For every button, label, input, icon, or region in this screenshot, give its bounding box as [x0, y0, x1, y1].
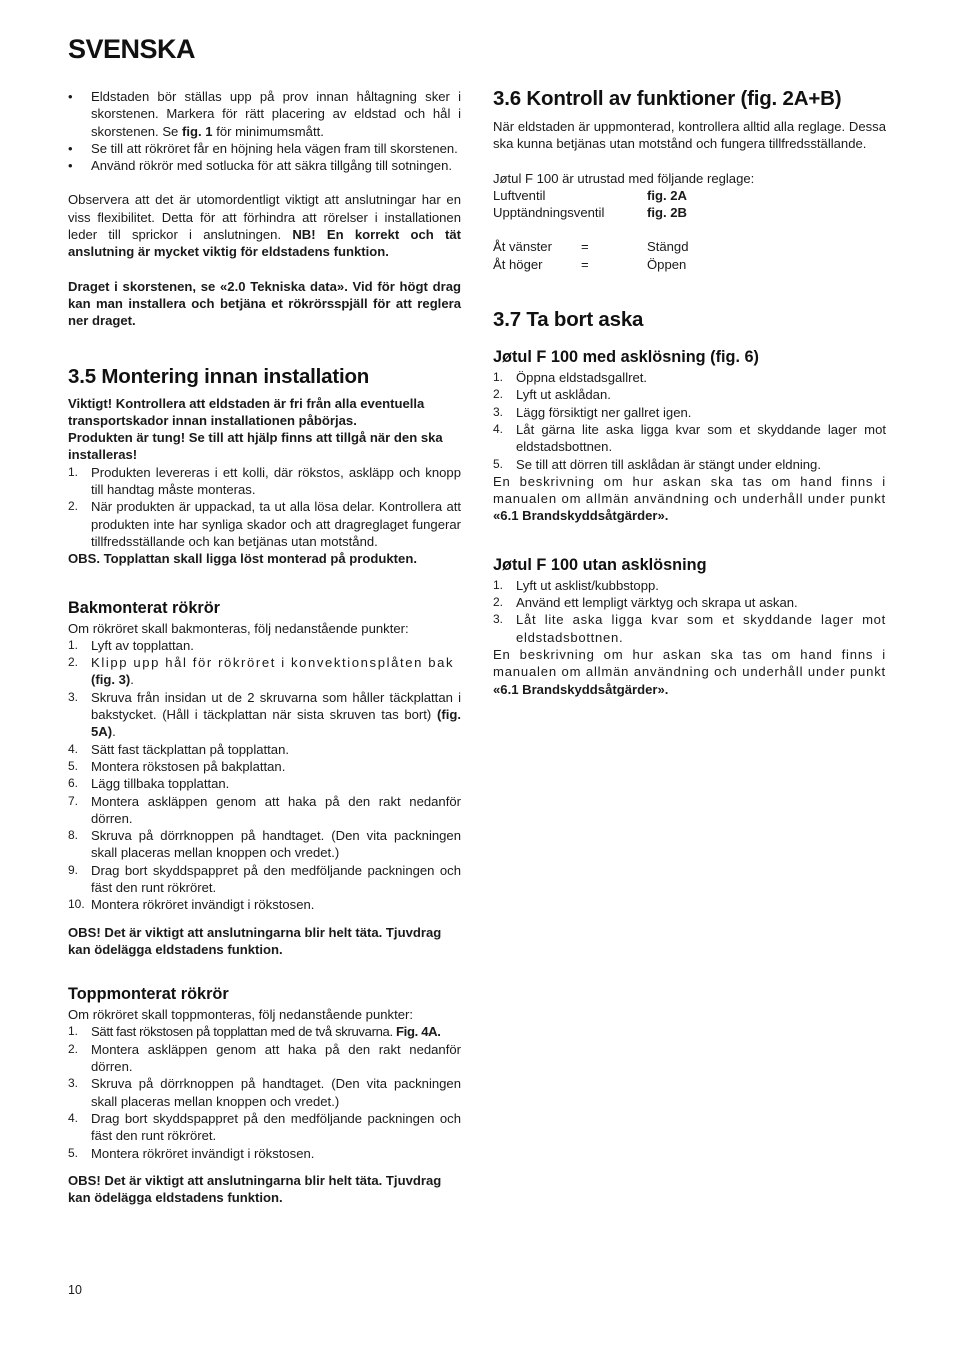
med-asklosning-list [493, 369, 886, 473]
flex-paragraph: Observera att det är utomordentligt viktigt att anslutningar har en viss flexibilitet. Detta för att förhindra att rörelser i installationen leder till sprickor i anslutningen. NB! En korrekt och tät anslutning är mycket viktig för eldstadens funktion. [68, 192, 461, 260]
section-3-5-heading: 3.5 Montering innan installation [68, 364, 370, 388]
draft-paragraph: Draget i skorstenen, se «2.0 Tekniska data». Vid för högt drag kan man installera och betjäna et rökrörsspjäll för att reglera ner draget. [68, 278, 461, 329]
list-item: 1. Öppna eldstadsgallret. [493, 370, 648, 386]
list-item: 1. Produkten levereras i ett kolli, där rökstos, askläpp och knopp till handtag måste monteras. [68, 464, 461, 498]
list-item: 5. Montera rökstosen på bakplattan. [68, 758, 286, 774]
section-3-5-list [68, 464, 461, 550]
bakmonterat-obs: OBS! Det är viktigt att anslutningarna blir helt täta. Tjuvdrag kan ödelägga eldstadens funktion. [68, 924, 442, 957]
list-item: • Använd rökrör med sotlucka för att säkra tillgång till sotningen. [68, 158, 452, 174]
controls-intro: Jøtul F 100 är utrustad med följande reglage: [493, 170, 755, 186]
list-item: 4. Drag bort skyddspappret på den medföljande packningen och fäst den runt rökröret. [68, 1110, 461, 1144]
bullet-marker: • [68, 158, 73, 174]
toppmonterat-list [68, 1023, 461, 1161]
utan-asklosning-desc: En beskrivning om hur askan ska tas om hand finns i manualen om allmän användning och underhåll under punkt «6.1 Brandskyddsåtgärder». [493, 646, 886, 697]
list-item: 7. Montera askläppen genom att haka på den rakt nedanför dörren. [68, 793, 461, 826]
med-asklosning-desc: En beskrivning om hur askan ska tas om hand finns i manualen om allmän användning och underhåll under punkt «6.1 Brandskyddsåtgärder». [493, 473, 886, 524]
toppmonterat-intro: Om rökröret skall toppmonteras, följ nedanstående punkter: [68, 1007, 413, 1023]
page-header: SVENSKA [68, 34, 196, 64]
obs-topplatta: OBS. Topplattan skall ligga löst monterad på produkten. [68, 551, 417, 567]
list-item: 5. Montera rökröret invändigt i rökstosen. [68, 1145, 315, 1161]
list-item: 3. Skruva på dörrknoppen på handtaget. (Den vita packningen skall placeras mellan knoppen och vredet.) [68, 1076, 461, 1109]
list-item: 1. Lyft av topplattan. [68, 637, 194, 653]
section-3-6-paragraph: När eldstaden är uppmonterad, kontrollera alltid alla reglage. Dessa ska kunna betjänas utan motstånd och fungera tillfredsställande. [493, 119, 886, 152]
page-number: 10 [68, 1283, 82, 1297]
bakmonterat-intro: Om rökröret skall bakmonteras, följ nedanstående punkter: [68, 620, 409, 636]
left-column [68, 88, 461, 1206]
list-item: 3. Låt lite aska ligga kvar som et skyddande lager mot eldstadsbottnen. [493, 612, 886, 645]
utan-asklosning-heading: Jøtul F 100 utan asklösning [493, 555, 707, 574]
warning-transport: Viktigt! Kontrollera att eldstaden är fri från alla eventuella transportskador innan installationen påbörjas. [68, 395, 425, 428]
warning-heavy: Produkten är tung! Se till att hjälp finns att tillgå när den ska installeras! [68, 430, 443, 463]
list-item: 3. Lägg försiktigt ner gallret igen. [493, 404, 692, 420]
toppmonterat-obs: OBS! Det är viktigt att anslutningarna blir helt täta. Tjuvdrag kan ödelägga eldstadens funktion. [68, 1172, 442, 1206]
list-item: 3. Skruva från insidan ut de 2 skruvarna som håller täckplattan i bakstycket. (Håll i täckplattan när sista skruven tas bort) (fig. 5A). [68, 689, 461, 740]
controls-table: Luftventil fig. 2A Upptändningsventil fig. 2B [493, 187, 688, 221]
section-3-7-heading: 3.7 Ta bort aska [493, 308, 644, 332]
list-item: 2. Lyft ut asklådan. [493, 387, 611, 403]
toppmonterat-heading: Toppmonterat rökrör [68, 985, 229, 1004]
intro-bullet-list [68, 88, 461, 174]
utan-asklosning-list [493, 577, 886, 646]
list-item: 1. Lyft ut asklist/kubbstopp. [493, 577, 659, 593]
list-item: • Se till att rökröret får en höjning hela vägen fram till skorstenen. [68, 140, 458, 156]
bullet-marker: • [68, 140, 73, 156]
direction-table: Åt vänster = Stängd Åt höger = Öppen [493, 239, 689, 272]
list-item: 9. Drag bort skyddspappret på den medföljande packningen och fäst den runt rökröret. [68, 862, 461, 895]
list-item: 2. Klipp upp hål för rökröret i konvektionsplåten bak (fig. 3). [68, 655, 455, 688]
med-asklosning-heading: Jøtul F 100 med asklösning (fig. 6) [493, 348, 759, 367]
bakmonterat-list [68, 637, 461, 914]
bullet-marker: • [68, 89, 73, 104]
list-item: • Eldstaden bör ställas upp på prov innan håltagning sker i skorstenen. Markera för rätt placering av eldstad och hål i skorstenen. Se fig. 1 för minimumsmått. [68, 89, 461, 139]
list-item: 2. Använd ett lempligt värktyg och skrapa ut askan. [493, 595, 798, 611]
list-item: 2. När produkten är uppackad, ta ut alla lösa delar. Kontrollera att produkten inte har synliga skador och att dragreglaget fungerar tillfredsställande och kan betjänas utan motstånd. [68, 499, 461, 549]
list-item: 1. Sätt fast rökstosen på topplattan med de två skruvarna. Fig. 4A. [68, 1024, 441, 1040]
list-item: 8. Skruva på dörrknoppen på handtaget. (Den vita packningen skall placeras mellan knoppen och vredet.) [68, 828, 461, 861]
list-item: 5. Se till att dörren till asklådan är stängt under eldning. [493, 456, 821, 472]
list-item: 2. Montera askläppen genom att haka på den rakt nedanför dörren. [68, 1041, 461, 1075]
list-item: 6. Lägg tillbaka topplattan. [68, 776, 230, 792]
section-3-6-heading: 3.6 Kontroll av funktioner (fig. 2A+B) [493, 87, 842, 110]
list-item: 4. Låt gärna lite aska ligga kvar som et skyddande lager mot eldstadsbottnen. [493, 421, 886, 455]
bakmonterat-heading: Bakmonterat rökrör [68, 598, 221, 617]
list-item: 10. Montera rökröret invändigt i rökstosen. [68, 897, 315, 913]
list-item: 4. Sätt fast täckplattan på topplattan. [68, 741, 289, 757]
right-column [493, 86, 886, 698]
